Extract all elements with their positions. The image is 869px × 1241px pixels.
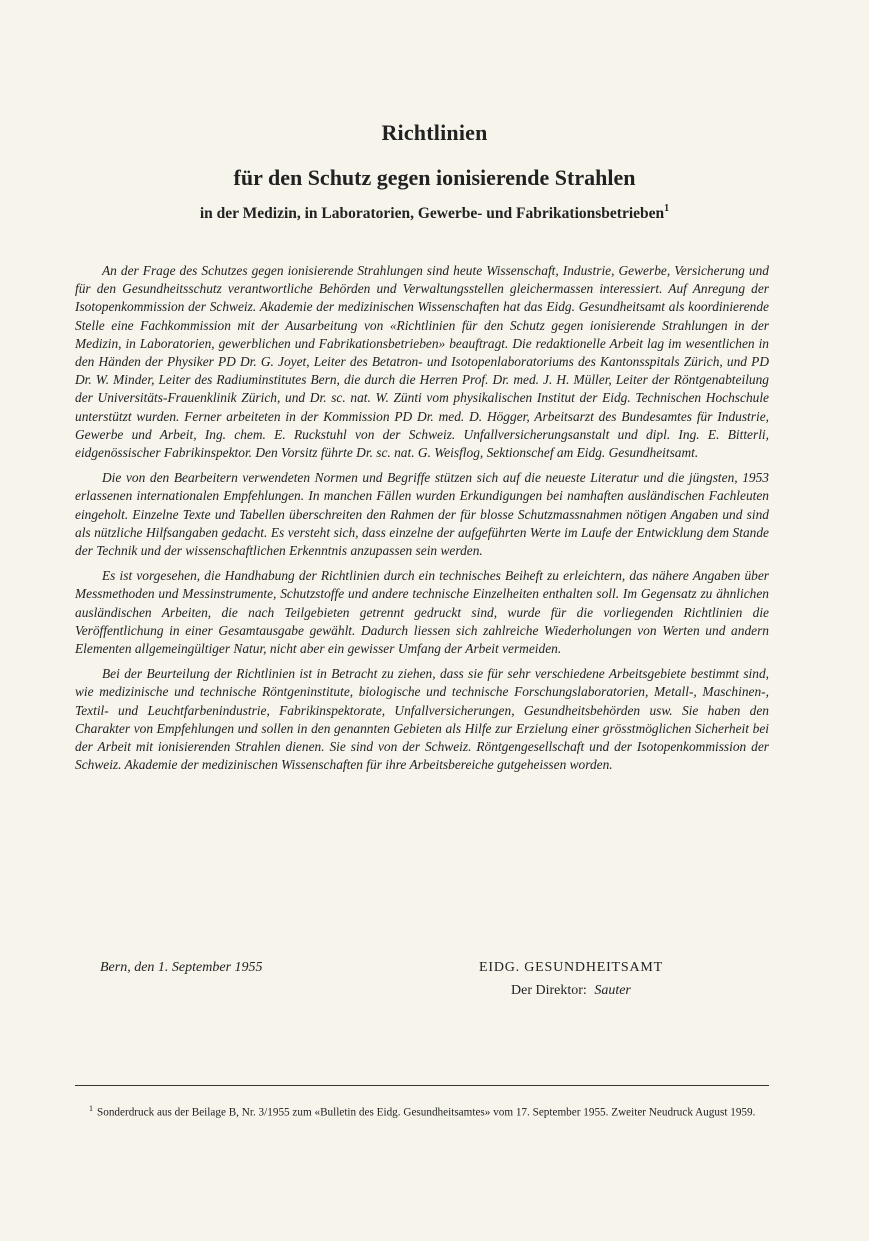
footnote-reference: 1 — [664, 203, 670, 214]
paragraph: Bei der Beurteilung der Richtlinien ist in Betracht zu ziehen, dass sie für sehr verschiedene Arbeitsgebiete bestimmt sind, wie medizinische und technische Röntgeninstitute, biologische und technische Forschungslaboratorien, Metall-, Maschinen-, Textil- und Leuchtfarbenindustrie, Fabrikinspektorate, Unfallversicherungen, Gesundheitsbehörden usw. Sie haben den Charakter von Empfehlungen und sollen in den genannten Gebieten als Hilfe zur Erzielung einer grösstmöglichen Sicherheit bei der Arbeit mit ionisierenden Strahlen dienen. Sie sind von der Schweiz. Röntgengesellschaft und der Isotopenkommission der Schweiz. Akademie der medizinischen Wissenschaften für ihre Arbeitsbereiche gutgeheissen worden. — [75, 666, 769, 773]
signature-office: EIDG. GESUNDHEITSAMT — [479, 960, 663, 975]
document-title — [0, 120, 869, 146]
document-subtitle-text: für den Schutz gegen ionisierende Strahlen — [233, 165, 636, 190]
paragraph: Die von den Bearbeitern verwendeten Normen und Begriffe stützen sich auf die neueste Literatur und die jüngsten, 1953 erlassenen internationalen Empfehlungen. In manchen Fällen wurden Erkundigungen bei namhaften ausländischen Fachleuten eingeholt. Einzelne Texte und Tabellen überschreiten den Rahmen der für blosse Schutzmassnahmen nötigen Angaben und sind als nützliche Hilfsangaben gedacht. Es versteht sich, dass einzelne der aufgeführten Werte im Laufe der Entwicklung dem Stande der Technik und der wissenschaftlichen Erkenntnis anzupassen sein werden. — [75, 470, 769, 559]
footnote-marker: 1 — [89, 1104, 93, 1113]
document-subtitle-scope — [0, 205, 869, 223]
paragraph: Es ist vorgesehen, die Handhabung der Richtlinien durch ein technisches Beiheft zu erleichtern, das nähere Angaben über Messmethoden und Messinstrumente, Schutzstoffe und andere technische Einzelheiten enthalten soll. Im Gegensatz zu ähnlichen ausländischen Arbeiten, die nach Teilgebieten getrennt gedruckt sind, wurde für die vorliegenden Richtlinien die Veröffentlichung in einer Gesamtausgabe gewählt. Dadurch liessen sich zahlreiche Wiederholungen von Werten und andern Elementen allgemeingültiger Natur, nicht aber ein gewisser Umfang der Arbeit vermeiden. — [75, 568, 769, 657]
document-subtitle-scope-text: in der Medizin, in Laboratorien, Gewerbe- und Fabrikationsbetrieben — [199, 205, 665, 222]
signature-director — [511, 983, 631, 999]
footnote-text: Sonderdruck aus der Beilage B, Nr. 3/1955 zum «Bulletin des Eidg. Gesundheitsamtes» vom 17. September 1955. Zweiter Neudruck August 1959. — [97, 1106, 756, 1119]
document-title-text: Richtlinien — [381, 120, 488, 145]
footnote — [75, 1100, 769, 1122]
paragraph: An der Frage des Schutzes gegen ionisierende Strahlungen sind heute Wissenschaft, Industrie, Gewerbe, Versicherung und für den Gesundheitsschutz verantwortliche Behörden und Verwaltungsstellen gleichermassen interessiert. Auf Anregung der Isotopenkommission der Schweiz. Akademie der medizinischen Wissenschaften hat das Eidg. Gesundheitsamt als koordinierende Stelle eine Fachkommission mit der Ausarbeitung von «Richtlinien für den Schutz gegen ionisierende Strahlungen in der Medizin, in Laboratorien, gewerblichen und Fabrikationsbetrieben» beauftragt. Die redaktionelle Arbeit lag im wesentlichen in den Händen der Physiker PD Dr. G. Joyet, Leiter des Betatron- und Isotopenlaboratoriums des Kantonsspitals Zürich, und PD Dr. W. Minder, Leiter des Radiuminstitutes Bern, die durch die Herren Prof. Dr. med. J. H. Müller, Leiter der Röntgenabteilung der Universitäts-Frauenklinik Zürich, und Dr. sc. nat. W. Zünti vom physikalischen Institut der Eidg. Technischen Hochschule unterstützt wurden. Ferner arbeiteten in der Kommission PD Dr. med. D. Högger, Arbeitsarzt des Bundesamtes für Industrie, Gewerbe und Arbeit, Ing. chem. E. Ruckstuhl von der Schweiz. Unfallversicherungsanstalt und dipl. Ing. E. Bitterli, eidgenössischer Fabrikinspektor. Den Vorsitz führte Dr. sc. nat. G. Weisflog, Sektionschef am Eidg. Gesundheitsamt. — [75, 263, 769, 461]
signature-date: Bern, den 1. September 1955 — [100, 960, 263, 975]
director-label: Der Direktor: — [511, 983, 587, 998]
document-subtitle — [0, 165, 869, 191]
footnote-divider — [75, 1085, 769, 1086]
signature-block — [75, 958, 769, 1008]
preface-body — [75, 262, 769, 781]
director-name: Sauter — [594, 983, 631, 998]
